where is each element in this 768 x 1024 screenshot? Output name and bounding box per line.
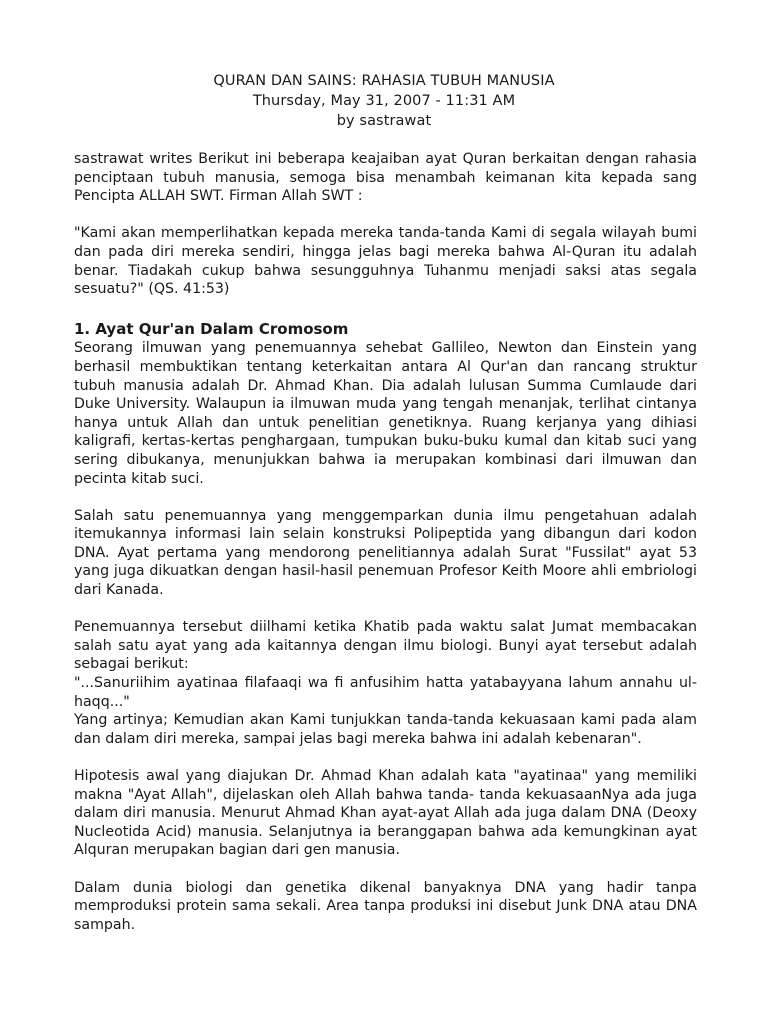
section1-paragraph-1: Seorang ilmuwan yang penemuannya sehebat Gallileo, Newton dan Einstein yang berhasil membuktikan tentang keterkaitan antara Al Qur'an dan rancang struktur tubuh manusia adalah Dr. Ahmad Khan. Dia adalah lulusan Summa Cumlaude dari Duke University. Walaupun ia ilmuwan muda yang tengah menanjak, terlihat cintanya hanya untuk Allah dan untuk penelitian genetiknya. Ruang kerjanya yang dihiasi kaligrafi, kertas-kertas penghargaan, tumpukan buku-buku kumal dan kitab suci yang sering dibukanya, menunjukkan bahwa ia merupakan kombinasi dari ilmuwan dan pecinta kitab suci. (74, 340, 697, 487)
section-heading: 1. Ayat Qur'an Dalam Cromosom (74, 320, 349, 339)
document-body (74, 150, 697, 934)
verse-translation: Yang artinya; Kemudian akan Kami tunjukkan tanda-tanda kekuasaan kami pada alam dan dalam diri mereka, sampai jelas bagi mereka bahwa ini adalah kebenaran". (74, 712, 697, 747)
quran-quote-paragraph: "Kami akan memperlihatkan kepada mereka tanda-tanda Kami di segala wilayah bumi dan pada diri mereka sendiri, hingga jelas bagi mereka bahwa Al-Quran itu adalah benar. Tiadakah cukup bahwa sesungguhnya Tuhanmu menjadi saksi atas segala sesuatu?" (QS. 41:53) (74, 225, 697, 298)
document-title: QURAN DAN SAINS: RAHASIA TUBUH MANUSIA (213, 73, 555, 89)
section1-paragraph-2: Salah satu penemuannya yang menggemparkan dunia ilmu pengetahuan adalah itemukannya informasi lain selain konstruksi Polipeptida yang dibangun dari kodon DNA. Ayat pertama yang mendorong penelitiannya adalah Surat "Fussilat" ayat 53 yang juga dikuatkan dengan hasil-hasil penemuan Profesor Keith Moore ahli embriologi dari Kanada. (74, 507, 697, 599)
document-date: Thursday, May 31, 2007 - 11:31 AM (252, 93, 516, 109)
verse-transliteration: "...Sanuriihim ayatinaa filafaaqi wa fi anfusihim hatta yatabayyana lahum annahu ul-haqq..." (74, 675, 697, 710)
document-header (0, 71, 768, 131)
section1-paragraph-4: Hipotesis awal yang diajukan Dr. Ahmad Khan adalah kata "ayatinaa" yang memiliki makna "Ayat Allah", dijelaskan oleh Allah bahwa tanda- tanda kekuasaanNya ada juga dalam diri manusia. Menurut Ahmad Khan ayat-ayat Allah ada juga dalam DNA (Deoxy Nucleotida Acid) manusia. Selanjutnya ia beranggapan bahwa ada kemungkinan ayat Alquran merupakan bagian dari gen manusia. (74, 768, 697, 859)
section1-paragraph-3: Penemuannya tersebut diilhami ketika Khatib pada waktu salat Jumat membacakan salah satu ayat yang ada kaitannya dengan ilmu biologi. Bunyi ayat tersebut adalah sebagai berikut: (74, 619, 697, 673)
document-author: by sastrawat (336, 113, 432, 129)
intro-paragraph: sastrawat writes Berikut ini beberapa keajaiban ayat Quran berkaitan dengan rahasia penciptaan tubuh manusia, semoga bisa menambah keimanan kita kepada sang Pencipta ALLAH SWT. Firman Allah SWT : (74, 151, 697, 205)
section1-paragraph-5: Dalam dunia biologi dan genetika dikenal banyaknya DNA yang hadir tanpa memproduksi protein sama sekali. Area tanpa produksi ini disebut Junk DNA atau DNA sampah. (74, 879, 697, 933)
